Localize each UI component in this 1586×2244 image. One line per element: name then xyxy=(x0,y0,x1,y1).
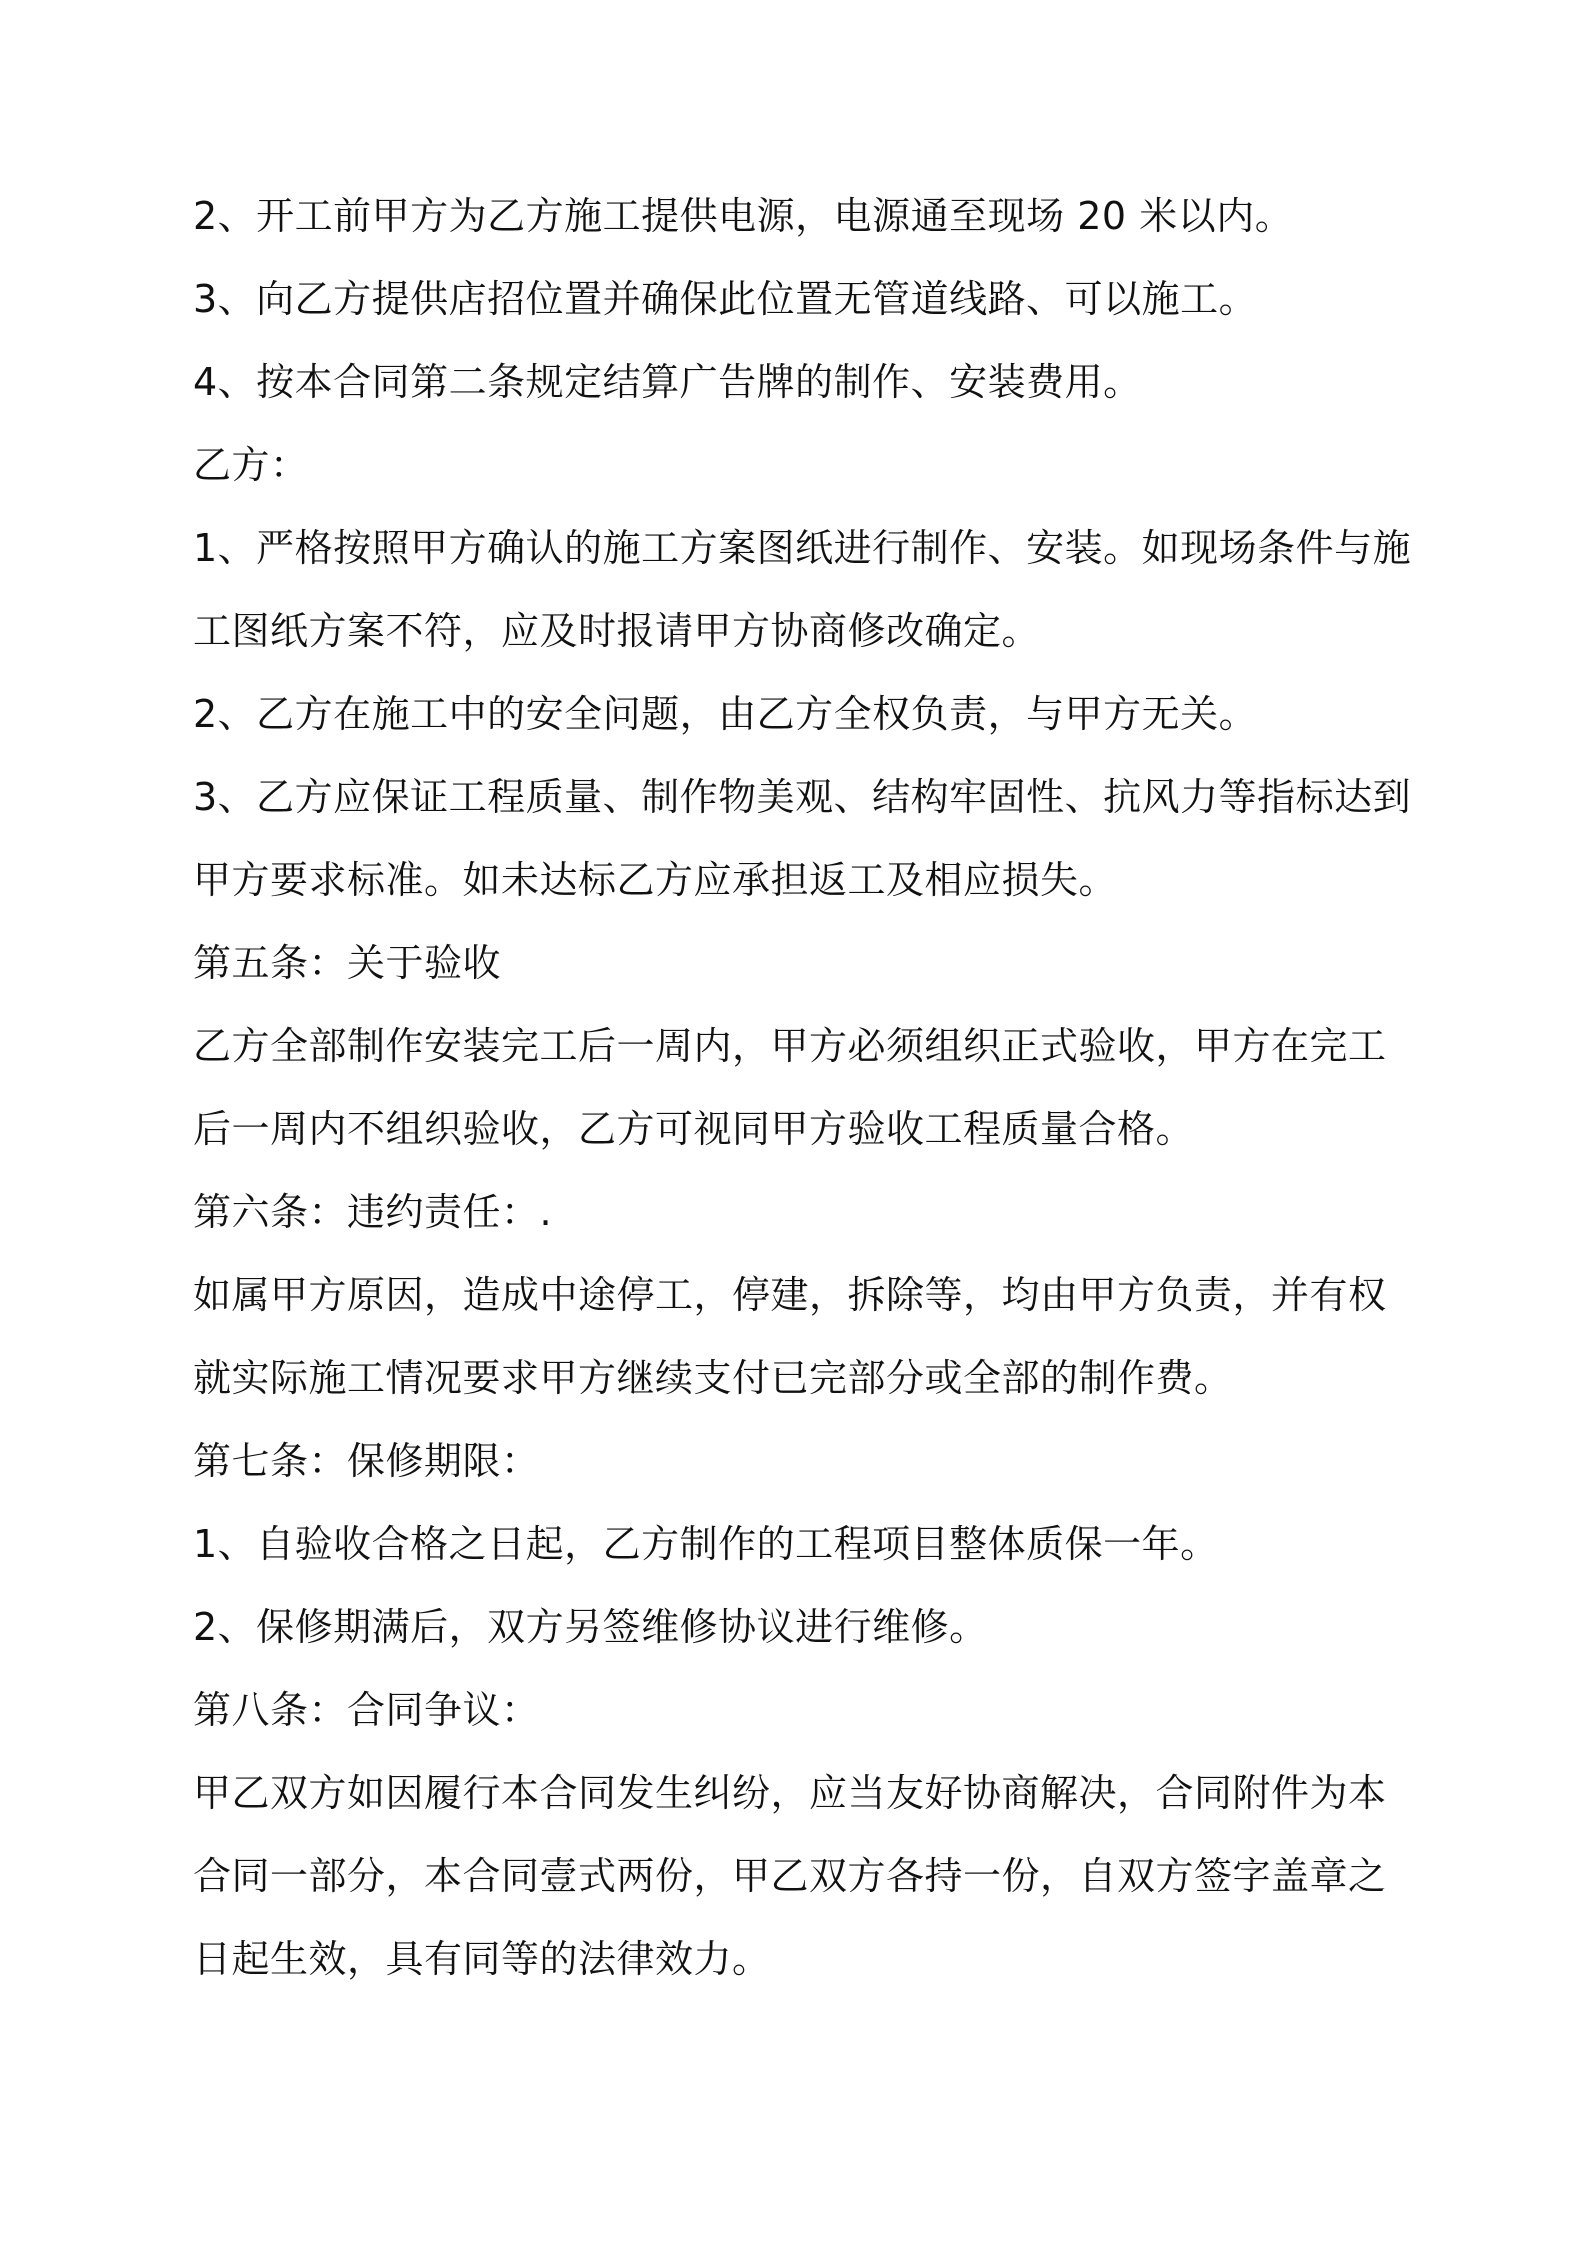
clause-line: 日起生效，具有同等的法律效力。 xyxy=(193,1937,771,1981)
clause-line: 乙方全部制作安装完工后一周内，甲方必须组织正式验收，甲方在完工 xyxy=(193,1024,1387,1068)
section-heading: 乙方： xyxy=(193,443,309,487)
clause-line: 如属甲方原因，造成中途停工，停建，拆除等，均由甲方负责，并有权 xyxy=(193,1273,1387,1317)
clause-line: 3、乙方应保证工程质量、制作物美观、结构牢固性、抗风力等指标达到 xyxy=(193,775,1412,819)
clause-line: 1、严格按照甲方确认的施工方案图纸进行制作、安装。如现场条件与施 xyxy=(193,526,1412,570)
clause-line: 后一周内不组织验收，乙方可视同甲方验收工程质量合格。 xyxy=(193,1107,1195,1151)
clause-line: 4、按本合同第二条规定结算广告牌的制作、安装费用。 xyxy=(193,360,1142,404)
contract-text xyxy=(193,186,1412,2012)
clause-line: 2、保修期满后，双方另签维修协议进行维修。 xyxy=(193,1605,988,1649)
clause-line: 3、向乙方提供店招位置并确保此位置无管道线路、可以施工。 xyxy=(193,277,1258,321)
clause-line: 2、开工前甲方为乙方施工提供电源，电源通至现场 20 米以内。 xyxy=(193,194,1294,238)
clause-line: 2、乙方在施工中的安全问题，由乙方全权负责，与甲方无关。 xyxy=(193,692,1258,736)
clause-line: 就实际施工情况要求甲方继续支付已完部分或全部的制作费。 xyxy=(193,1356,1233,1400)
article-heading: 第六条：违约责任：. xyxy=(193,1190,553,1234)
clause-line: 甲方要求标准。如未达标乙方应承担返工及相应损失。 xyxy=(193,858,1118,902)
article-heading: 第五条：关于验收 xyxy=(193,941,502,985)
article-heading: 第七条：保修期限： xyxy=(193,1439,540,1483)
clause-line: 工图纸方案不符，应及时报请甲方协商修改确定。 xyxy=(193,609,1041,653)
article-heading: 第八条：合同争议： xyxy=(193,1688,540,1732)
clause-line: 合同一部分，本合同壹式两份，甲乙双方各持一份，自双方签字盖章之 xyxy=(193,1854,1387,1898)
clause-line: 甲乙双方如因履行本合同发生纠纷，应当友好协商解决，合同附件为本 xyxy=(193,1771,1387,1815)
clause-line: 1、自验收合格之日起，乙方制作的工程项目整体质保一年。 xyxy=(193,1522,1219,1566)
